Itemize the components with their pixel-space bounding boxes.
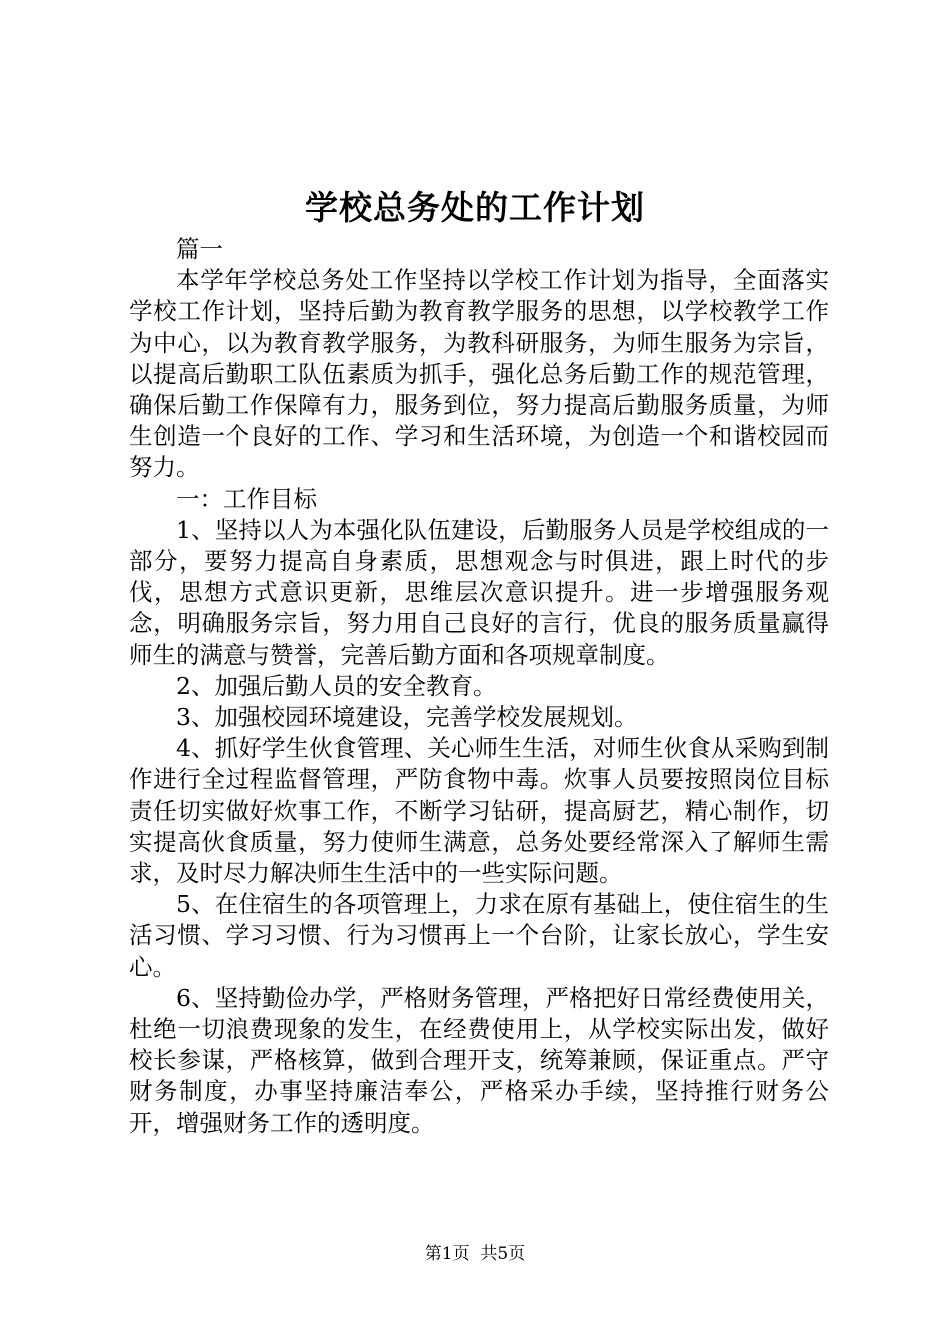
- section-heading-part-one: 篇一: [176, 235, 223, 263]
- goal-item-5: 5、在住宿生的各项管理上，力求在原有基础上，使住宿生的生活习惯、学习习惯、行为习惯再上一个台阶，让家长放心，学生安心。: [129, 890, 829, 981]
- goal-item-3: 3、加强校园环境建设，完善学校发展规划。: [176, 703, 638, 732]
- section-heading-goals: 一：工作目标: [176, 484, 317, 513]
- document-title: 学校总务处的工作计划: [305, 188, 645, 227]
- intro-paragraph: 本学年学校总务处工作坚持以学校工作计划为指导，全面落实学校工作计划，坚持后勤为教育教学服务的思想，以学校教学工作为中心，以为教育教学服务，为教科研服务，为师生服务为宗旨，以提高后勤职工队伍素质为抓手，强化总务后勤工作的规范管理，确保后勤工作保障有力，服务到位，努力提高后勤服务质量，为师生创造一个良好的工作、学习和生活环境，为创造一个和谐校园而努力。: [129, 266, 829, 482]
- page-number: 第1页 共5页: [424, 1244, 526, 1264]
- goal-item-6: 6、坚持勤俭办学，严格财务管理，严格把好日常经费使用关，杜绝一切浪费现象的发生，在经费使用上，从学校实际出发，做好校长参谋，严格核算，做到合理开支，统筹兼顾，保证重点。严守财务制度，办事坚持廉洁奉公，严格采办手续，坚持推行财务公开，增强财务工作的透明度。: [129, 983, 829, 1137]
- goal-item-2: 2、加强后勤人员的安全教育。: [176, 671, 497, 700]
- document-body: [129, 234, 829, 1139]
- goal-item-4: 4、抓好学生伙食管理、关心师生生活，对师生伙食从采购到制作进行全过程监督管理，严防食物中毒。炊事人员要按照岗位目标责任切实做好炊事工作，不断学习钻研，提高厨艺，精心制作，切实提高伙食质量，努力使师生满意，总务处要经常深入了解师生需求，及时尽力解决师生生活中的一些实际问题。: [129, 734, 829, 888]
- goal-item-1: 1、坚持以人为本强化队伍建设，后勤服务人员是学校组成的一部分，要努力提高自身素质，思想观念与时俱进，跟上时代的步伐，思想方式意识更新，思维层次意识提升。进一步增强服务观念，明确服务宗旨，努力用自己良好的言行，优良的服务质量赢得师生的满意与赞誉，完善后勤方面和各项规章制度。: [129, 515, 829, 669]
- page-footer: [0, 1242, 950, 1266]
